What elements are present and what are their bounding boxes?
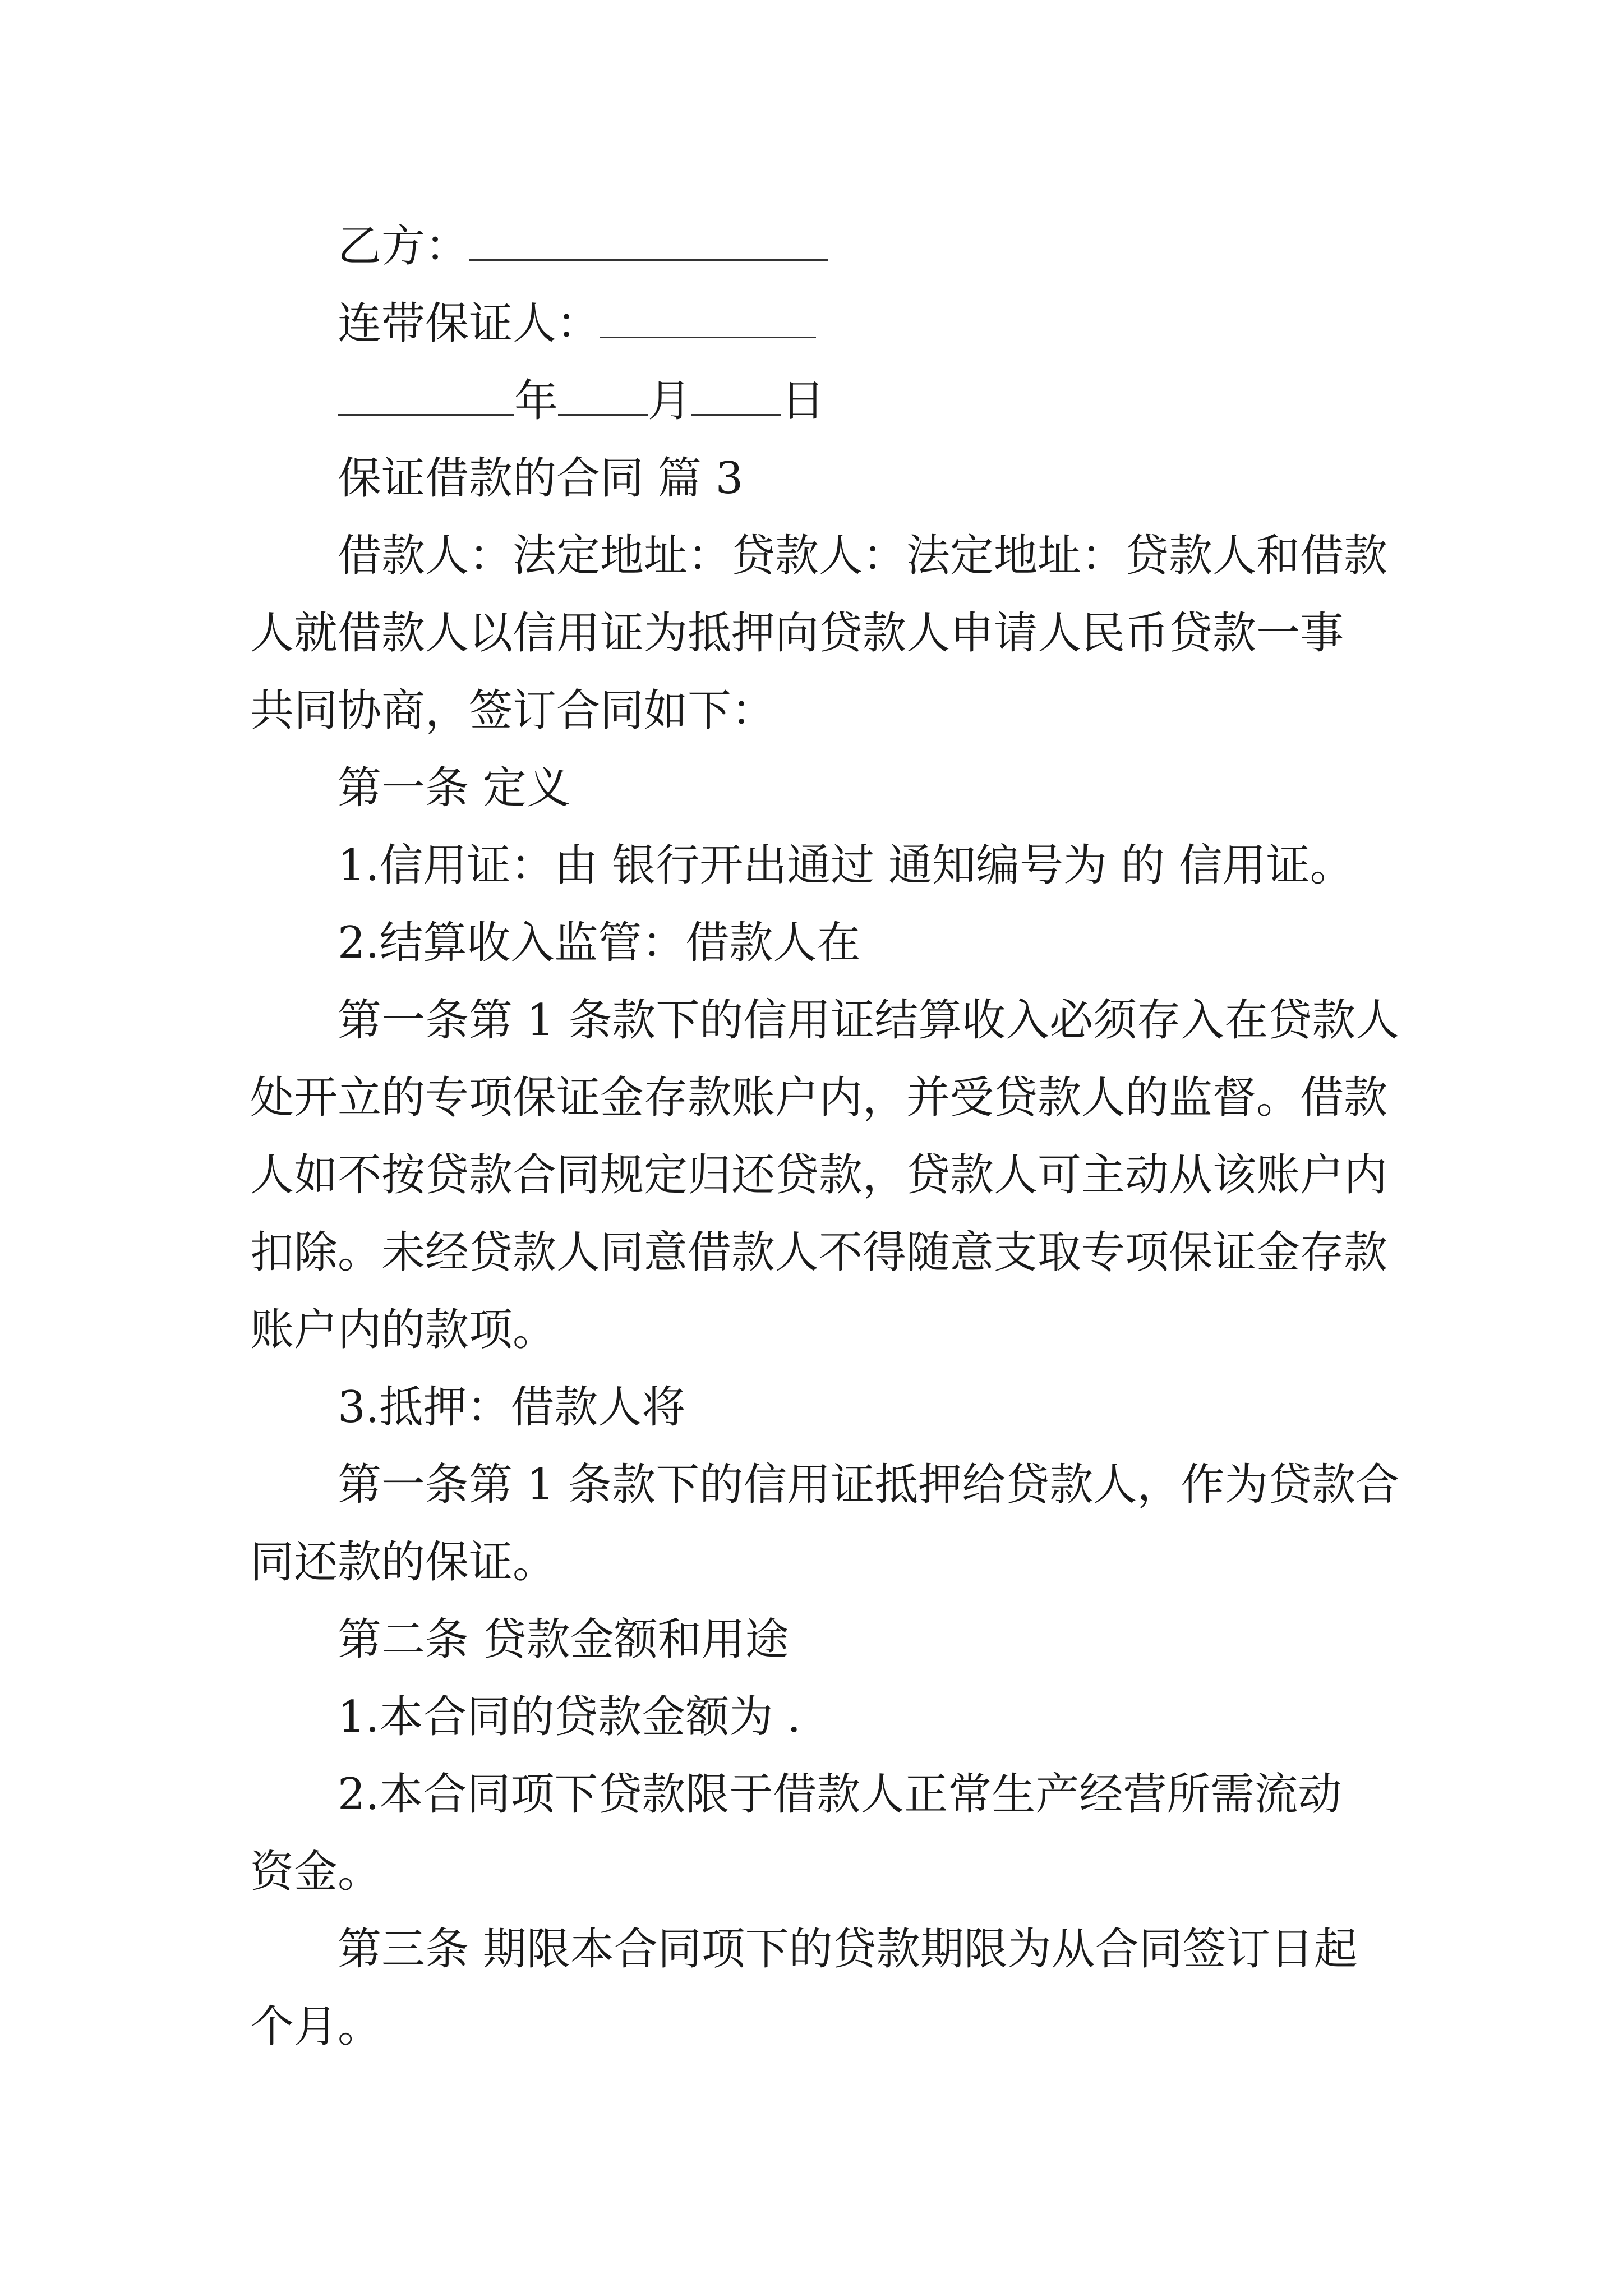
party-b-label: 乙方： [338,221,469,272]
article-1-item-1: 1.信用证：由 银行开出通过 通知编号为 的 信用证。 [338,840,1354,891]
intro-line: 共同协商，签订合同如下： [250,685,776,736]
article-1-item-2-line: 人如不按贷款合同规定归还贷款，贷款人可主动从该账户内 [250,1150,1388,1200]
year-blank [338,370,514,416]
document-body [250,208,1400,2065]
article-1-item-2-line: 处开立的专项保证金存款账户内，并受贷款人的监督。借款 [250,1073,1388,1123]
article-1-item-3: 3.抵押：借款人将 [338,1382,686,1433]
article-1-item-2: 2.结算收入监管：借款人在 [338,918,861,968]
guarantor-line [250,285,1389,362]
article-3-line: 第三条 期限本合同项下的贷款期限为从合同签订日起 [338,1924,1358,1975]
article-1-heading: 第一条 定义 [338,763,570,813]
party-b-line [250,208,1389,285]
month-blank [558,370,648,416]
article-1-item-2-line: 账户内的款项。 [250,1305,557,1355]
article-2-heading: 第二条 贷款金额和用途 [338,1614,789,1665]
article-1-item-3-line: 同还款的保证。 [250,1537,557,1588]
article-1-item-3-line: 第一条第 1 条款下的信用证抵押给贷款人，作为贷款合 [338,1460,1400,1510]
article-3-line: 个月。 [250,2001,382,2052]
article-2-item-2-line: 2.本合同项下贷款限于借款人正常生产经营所需流动 [338,1769,1342,1820]
intro-line: 人就借款人以信用证为抵押向贷款人申请人民币贷款一事 [250,608,1344,659]
article-1-item-2-line: 第一条第 1 条款下的信用证结算收入必须存入在贷款人 [338,995,1400,1046]
guarantor-label: 连带保证人： [338,298,601,349]
guarantor-blank [600,293,816,338]
party-b-blank [469,215,828,261]
article-2-item-1: 1.本合同的贷款金额为 . [338,1692,801,1742]
day-blank [691,370,781,416]
article-2-item-2-line: 资金。 [250,1847,382,1897]
date-month-label: 月 [648,376,692,426]
section-title: 保证借款的合同 篇 3 [338,453,744,504]
intro-line: 借款人：法定地址：贷款人：法定地址：贷款人和借款 [338,531,1388,581]
date-year-label: 年 [514,376,559,426]
date-day-label: 日 [781,376,826,426]
article-1-item-2-line: 扣除。未经贷款人同意借款人不得随意支取专项保证金存款 [250,1227,1388,1278]
date-line [250,362,1389,440]
